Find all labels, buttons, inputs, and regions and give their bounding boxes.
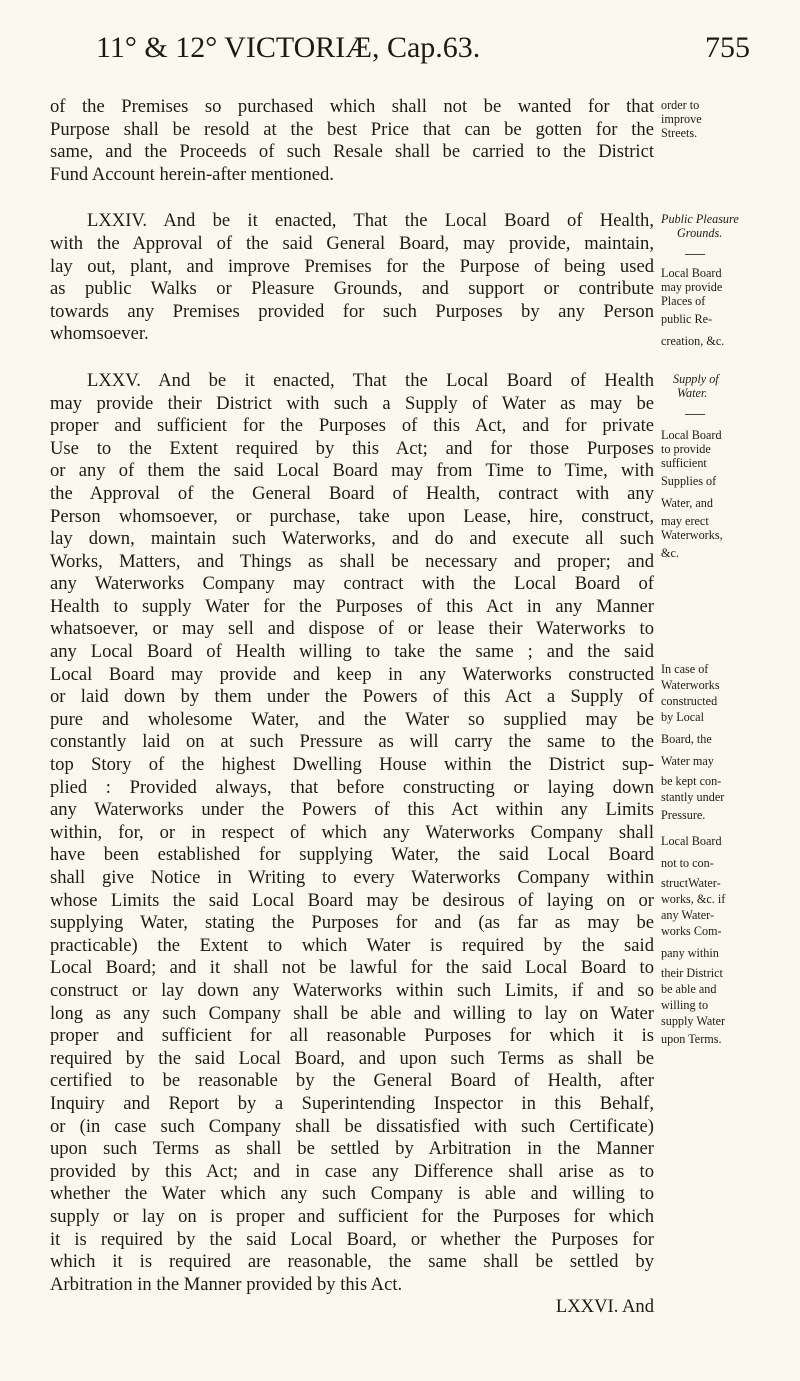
body-line: proper and sufficient for the Purposes of this Act, and for private [50,415,654,437]
body-line: Works, Matters, and Things as shall be necessary and proper; and [50,550,654,572]
body-text [50,96,654,1319]
margin-note: &c. [661,546,679,560]
body-line: may provide their District with such a Supply of Water as may be [50,392,654,414]
margin-note: Board, the [661,732,712,746]
body-line: which it is required are reasonable, the same shall be settled by [50,1251,654,1273]
body-line: top Story of the highest Dwelling House within the District sup- [50,754,654,776]
body-line: provided by this Act; and in case any Difference shall arise as to [50,1160,654,1182]
body-line: whatsoever, or may sell and dispose of or lease their Waterworks to [50,618,654,640]
body-line: required by the said Local Board, and upon such Terms as shall be [50,1047,654,1069]
section-lxxv-start: LXXV. And be it enacted, That the Local Board of Health [87,369,654,391]
margin-note: be able and [661,982,717,996]
margin-note: to provide [661,442,711,456]
page-number: 755 [705,31,750,64]
body-line: Use to the Extent required by this Act; and for those Purposes [50,437,654,459]
body-line: same, and the Proceeds of such Resale shall be carried to the District [50,141,654,163]
body-line: within, for, or in respect of which any Waterworks Company shall [50,821,654,843]
body-line: supply or lay on is proper and sufficient for the Purposes for which [50,1205,654,1227]
body-line: with the Approval of the said General Board, may provide, maintain, [50,232,654,254]
margin-note: improve [661,112,702,126]
margin-note: upon Terms. [661,1032,722,1046]
margin-note: Waterworks [661,678,720,692]
margin-note: Pressure. [661,808,706,822]
margin-heading: Grounds. [677,226,723,240]
body-line: upon such Terms as shall be settled by Arbitration in the Manner [50,1138,654,1160]
body-line: shall give Notice in Writing to every Waterworks Company within [50,867,654,888]
body-line: long as any such Company shall be able and willing to lay on Water [50,1002,654,1024]
body-line: lay out, plant, and improve Premises for the Purpose of being used [50,255,654,277]
margin-note: constructed [661,694,718,708]
margin-note: structWater- [661,876,721,890]
margin-heading: Supply of [673,372,719,386]
body-line: certified to be reasonable by the General Board of Health, after [50,1070,654,1092]
margin-note: Waterworks, [661,528,723,542]
body-line: any Waterworks Company may contract with the Local Board of [50,573,654,595]
body-line: Person whomsoever, or purchase, take upon Lease, hire, construct, [50,505,654,527]
body-line: any Waterworks under the Powers of this Act within any Limits [50,799,654,821]
margin-note: order to [661,98,700,112]
margin-note: Streets. [661,126,698,140]
margin-note: Supplies of [661,474,717,488]
margin-note: Local Board [661,834,722,848]
margin-note: sufficient [661,456,707,470]
body-line: Local Board; and it shall not be lawful for the said Local Board to [50,957,654,979]
margin-note: creation, &c. [661,334,725,348]
body-line: the Approval of the General Board of Health, contract with any [50,482,654,504]
margin-note: willing to [661,998,709,1012]
margin-note: by Local [661,710,704,724]
margin-note: works, &c. if [661,892,726,906]
margin-heading: Public Pleasure [661,212,739,226]
margin-note: be kept con- [661,774,722,788]
body-line: towards any Premises provided for such Purposes by any Person [50,300,654,322]
body-line: or laid down by them under the Powers of this Act a Supply of [50,686,654,708]
body-line: any Local Board of Health willing to take the same ; and the said [50,641,654,663]
body-line: constantly laid on at such Pressure as will carry the same to the [50,731,654,753]
body-line: Fund Account herein-after mentioned. [50,163,334,185]
body-line: or (in case such Company shall be dissatisfied with such Certificate) [50,1115,654,1137]
catchword: LXXVI. And [555,1296,654,1318]
body-line: have been established for supplying Water, the said Local Board [50,844,654,866]
margin-note: works Com- [661,924,722,938]
body-line: whomsoever. [50,323,149,345]
body-line: Arbitration in the Manner provided by this Act. [50,1273,403,1295]
margin-note: may provide [661,280,723,294]
body-line: whose Limits the said Local Board may be desirous of laying on or [50,889,654,911]
margin-note: stantly under [661,790,725,804]
body-line: proper and sufficient for all reasonable Purposes for which it is [50,1025,654,1047]
body-line: it is required by the said Local Board, or whether the Purposes for [50,1228,654,1250]
body-line: supplying Water, stating the Purposes for and (as far as may be [50,912,654,934]
margin-note: Local Board [661,428,722,442]
body-line: or any of them the said Local Board may from Time to Time, with [50,460,654,482]
body-line: whether the Water which any such Company is able and willing to [50,1183,654,1205]
margin-note: Water, and [661,496,713,510]
margin-note: public Re- [661,312,713,326]
margin-note: any Water- [661,908,715,922]
body-line: Purpose shall be resold at the best Price that can be gotten for the [50,118,654,140]
section-lxxiv-start: LXXIV. And be it enacted, That the Local Board of Health, [87,210,654,232]
margin-note: their District [661,966,723,980]
margin-note: pany within [661,946,719,960]
margin-note: Places of [661,294,706,308]
margin-note: may erect [661,514,709,528]
margin-note: Water may [661,754,714,768]
margin-note: Local Board [661,266,722,280]
margin-note: not to con- [661,856,714,870]
body-line: construct or lay down any Waterworks within such Limits, if and so [50,979,654,1001]
margin-note: In case of [661,662,709,676]
body-line: as public Walks or Pleasure Grounds, and support or contribute [50,278,654,300]
body-line: plied : Provided always, that before constructing or laying down [50,776,654,798]
body-line: practicable) the Extent to which Water is required by the said [50,934,654,956]
body-line: lay down, maintain such Waterworks, and do and execute all such [50,528,654,550]
body-line: Health to supply Water for the Purposes of this Act in any Manner [50,595,654,617]
body-line: of the Premises so purchased which shall not be wanted for that [50,96,654,117]
margin-heading: Water. [677,386,708,400]
body-line: Local Board may provide and keep in any Waterworks constructed [50,663,654,685]
running-header [50,28,750,68]
body-line: Inquiry and Report by a Superintending Inspector in this Behalf, [50,1092,654,1114]
margin-note: supply Water [661,1014,726,1028]
act-title: 11° & 12° VICTORIÆ, Cap.63. [96,31,481,64]
body-line: pure and wholesome Water, and the Water so supplied may be [50,708,654,730]
